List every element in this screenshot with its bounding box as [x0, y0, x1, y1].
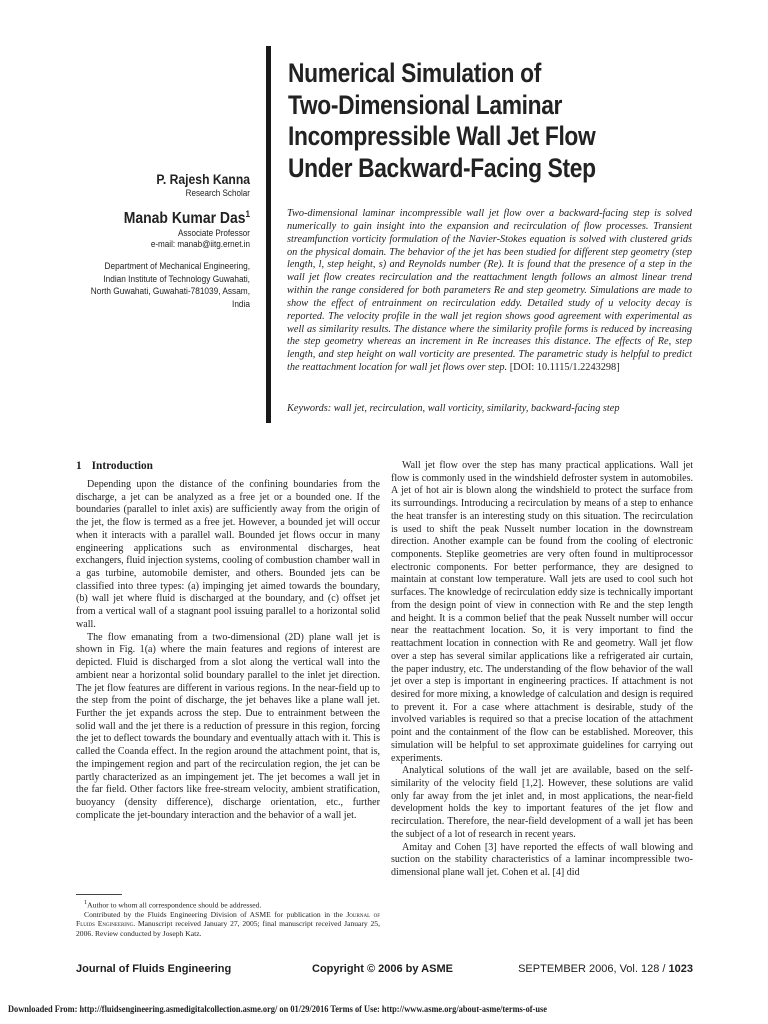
footer-journal: Journal of Fluids Engineering [76, 963, 232, 975]
title-rule [266, 46, 271, 423]
page-number: 1023 [668, 963, 693, 975]
author-role: Associate Professor [177, 228, 250, 239]
keywords: Keywords: wall jet, recirculation, wall vorticity, similarity, backward-facing step [287, 403, 620, 414]
affiliation-line: Department of Mechanical Engineering, [104, 261, 251, 272]
footnote-rule [76, 894, 122, 895]
footnote-mark: 1 [84, 899, 88, 906]
title-line: Incompressible Wall Jet Flow [288, 121, 596, 151]
footnote-text: Author to whom all correspondence should be addressed. [87, 900, 262, 910]
right-column [391, 460, 693, 880]
section-title: Introduction [91, 460, 153, 472]
paragraph: The flow emanating from a two-dimensional (2D) plane wall jet is shown in Fig. 1(a) where the main features and regions of interest are depicted. Fluid is discharged from a slot along the vertical wall into the ambient near a horizontal solid boundary parallel to the inlet jet direction. The jet flow features are different in various regions. In the near-field up to the step from the point of discharge, the jet behaves like a plane wall jet. Further the jet expands across the step. Due to entrainment between the solid wall and the jet there is a reduction of pressure in this region, forcing the jet to deflect towards the boundary and eventually attach with it. This is called the Coanda effect. In the region around the attachment point, that is, the impingement region and part of the recirculation region, the jet can be partly characterized as an impingement jet. The jet becomes a wall jet in the far field. Other factors like free-stream velocity, ambient stratification, buoyancy (density difference), discharge orientation, etc., further complicate the jet-boundary interaction and the behavior of a wall jet. [76, 631, 380, 821]
paragraph: Amitay and Cohen [3] have reported the effects of wall blowing and suction on the stability characteristics of a laminar incompressible two-dimensional plane wall jet. Cohen et al. [4] did [391, 841, 693, 878]
affiliation-line: North Guwahati, Guwahati-781039, Assam, [90, 286, 250, 297]
footnote-text: Contributed by the Fluids Engineering Division of ASME for publication in the [84, 909, 343, 919]
title-line: Numerical Simulation of [288, 58, 541, 88]
paper-title [288, 58, 666, 184]
section-number: 1 [76, 460, 82, 472]
footnote-text: . Manuscript received January 27, 2005; final manuscript received January 25, 2006. Review conducted by Joseph Katz. [76, 919, 380, 938]
footnote [76, 898, 380, 910]
affiliation-line: Indian Institute of Technology Guwahati, [103, 273, 250, 284]
footer-issue-text: SEPTEMBER 2006, Vol. 128 / [518, 963, 669, 975]
footer-copyright: Copyright © 2006 by ASME [312, 963, 453, 975]
title-line: Under Backward-Facing Step [288, 152, 596, 183]
author-role: Research Scholar [185, 188, 250, 198]
affiliation [75, 260, 250, 310]
abstract [287, 208, 692, 375]
doi: [DOI: 10.1115/1.2243298] [509, 362, 620, 374]
abstract-text: Two-dimensional laminar incompressible wall jet flow over a backward-facing step is solved numerically to gain insight into the expansion and recirculation of flow processes. Transient streamfunction vorticity formulation of the Navier-Stokes equation is solved with clustered grids on the physical domain. The behavior of the jet has been studied for different step geometry (step length, l, step height, s) and Reynolds number (Re). It is found that the presence of a step in the wall jet flow creates recirculation and the reattachment length follows an almost linear trend within the range considered for both parameters Re and step geometry. Simulations are made to show the effect of entrainment on recirculation eddy. Detailed study of u velocity decay is reported. The velocity profile in the wall jet region shows good agreement with experimental as well as similarity results. The distance where the similarity profile forms is reduced by increasing the step geometry whereas an increment in Re increases this distance. The effects of Re, step length, and step height on wall vorticity are presented. The parametric study is helpful to predict the reattachment location for wall jet flows over step. [287, 208, 692, 374]
footnote [76, 910, 380, 938]
footnotes [76, 898, 380, 938]
footer-issue [518, 963, 693, 975]
title-line: Two-Dimensional Laminar [288, 89, 563, 120]
paragraph: Depending upon the distance of the confining boundaries from the discharge, a jet can be analyzed as a free jet or a bounded one. If the boundaries (parallel to inlet axis) are sufficiently away from the origin of the jet, the flow is termed as a free jet. However, a bounded jet will occur when it interacts with a parallel wall. Bounded jet flows occur in many engineering applications such as environmental discharges, heat exchangers, fluid injection systems, cooling of combustion chamber wall in a gas turbine, automobile demister, and others. Bounded jets can be classified into three types: (a) impinging jet aimed towards the boundary, (b) wall jet where fluid is discharged at the boundary, and (c) offset jet from a vertical wall of a stagnant pool issuing parallel to a horizontal solid wall. [76, 479, 380, 630]
paragraph: Wall jet flow over the step has many practical applications. Wall jet flow is commonly used in the windshield defroster system in automobiles. A jet of hot air is blown along the windshield to protect the surface from its surroundings. Introducing a recirculation by means of a step to enhance the heat transfer is an interesting study on this situation. The recirculation is used to shift the peak Nusselt number location in the downstream direction. Another example can be found from the cooling of electronic components. Steplike geometries are very often found in multiprocessor electronic components. For better performance, they are designed to maintain at constant low temperature. Wall jets are used to cool such hot surfaces. The knowledge of recirculation eddy size is technically important from the design point of view in connection with Re and the step length and height. It is a common belief that the peak Nusselt number will occur near the reattachment location. So, it is very important to find the reattachment location in connection with Re and geometry. Wall jet flow over a step has several similar applications like a refrigerated air curtain, the paper industry, etc. The understanding of the flow behavior of the wall jet over a step is important in engineering practices. If attachment is not desired for more mixing, a knowledge of calculation and design is required to prevent it. For a case where attachment is desirable, study of the involved variables is required so that a precise location of the attachment point and the containment of the flow can be established. Moreover, this simulation will be helpful to set approximate guidelines for carrying out experiments. [391, 460, 693, 764]
download-notice: Downloaded From: http://fluidsengineering.asmedigitalcollection.asme.org/ on 01/29/2016 Terms of Use: http://www.asme.org/about-asme/terms-of-use [8, 1004, 547, 1014]
left-column [76, 460, 380, 822]
author-block [60, 172, 250, 310]
section-heading [76, 460, 380, 473]
journal-name: Journal of Fluids Engineering [76, 909, 380, 929]
author-name [79, 205, 250, 228]
affiliation-line: India [232, 298, 250, 309]
author-name-text: Manab Kumar Das [123, 210, 246, 228]
footnote-mark: 1 [245, 209, 250, 219]
author-email: e-mail: manab@iitg.ernet.in [150, 239, 250, 250]
author-name: P. Rajesh Kanna [156, 172, 250, 187]
paragraph: Analytical solutions of the wall jet are available, based on the self-similarity of the velocity field [1,2]. However, these solutions are valid only far away from the jet inlet and, in most applications, the near-field development holds the key to important features of the jet flow and recirculation. Therefore, the near-field development of a wall jet has been the subject of a lot of research in recent years. [391, 765, 693, 840]
